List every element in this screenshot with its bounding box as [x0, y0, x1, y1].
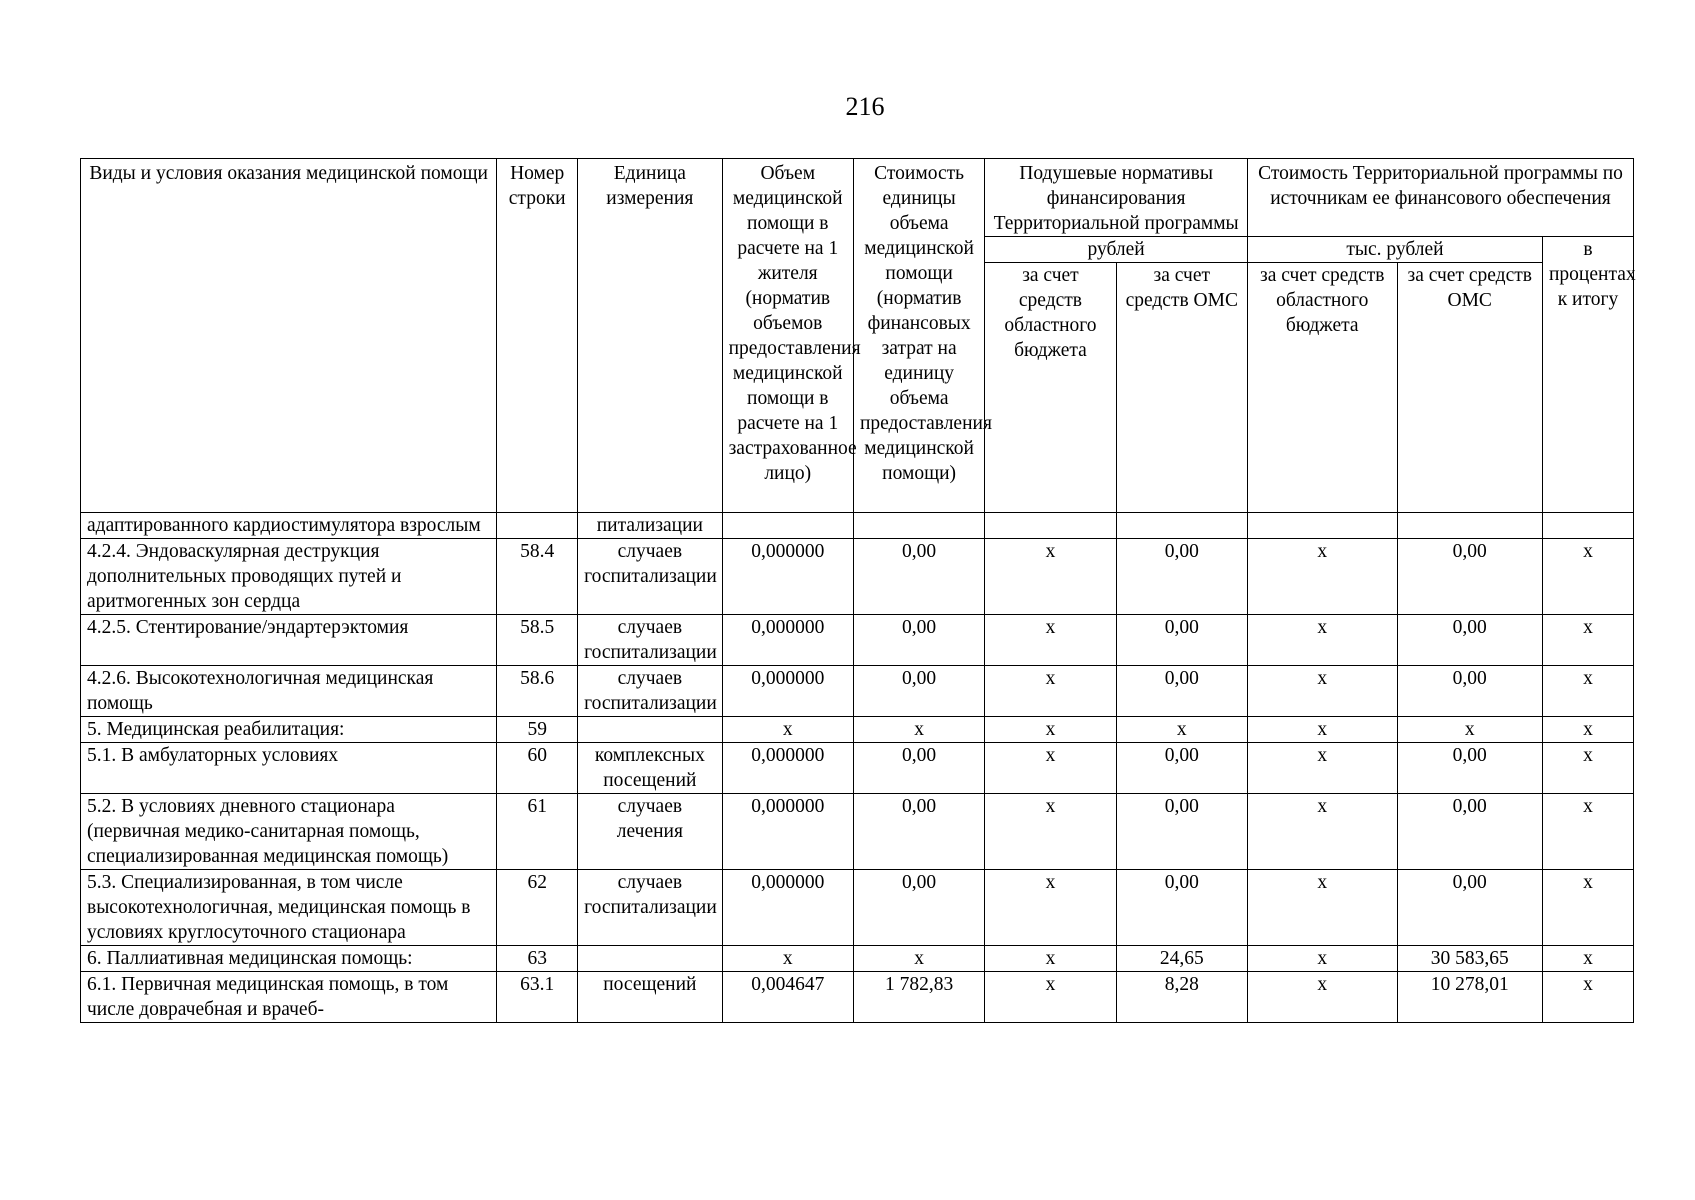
cell-volume: 0,000000 [722, 615, 853, 666]
cell-unit: посещений [578, 972, 722, 1023]
cell-cost: х [853, 717, 984, 743]
table-row [81, 615, 1634, 666]
cell-volume: 0,000000 [722, 666, 853, 717]
cell-pc-regional: х [985, 666, 1116, 717]
cell-pc-regional: х [985, 946, 1116, 972]
pc-oms-header: за счет средств ОМС [1116, 263, 1247, 513]
cell-pr-regional: х [1247, 972, 1397, 1023]
cell-percent: х [1542, 972, 1633, 1023]
table-header [81, 159, 1634, 513]
table-row [81, 666, 1634, 717]
cell-pr-oms: 30 583,65 [1397, 946, 1542, 972]
cell-percent: х [1542, 717, 1633, 743]
cell-pr-oms: 0,00 [1397, 743, 1542, 794]
cell-row-number [497, 513, 578, 539]
cell-pc-regional [985, 513, 1116, 539]
cell-cost: х [853, 946, 984, 972]
table-body [81, 513, 1634, 1023]
cell-kind: 6. Паллиативная медицинская помощь: [81, 946, 497, 972]
cell-unit: случаев госпитализации [578, 615, 722, 666]
cell-pc-regional: х [985, 972, 1116, 1023]
table-row [81, 743, 1634, 794]
cell-pr-oms: х [1397, 717, 1542, 743]
cell-cost [853, 513, 984, 539]
cell-volume: х [722, 946, 853, 972]
cell-percent: х [1542, 870, 1633, 946]
pc-regional-header: за счет средств областного бюджета [985, 263, 1116, 513]
unit-rub-header: рублей [985, 237, 1248, 263]
cell-pr-regional: х [1247, 717, 1397, 743]
cell-pr-regional: х [1247, 870, 1397, 946]
cell-pc-oms: 0,00 [1116, 539, 1247, 615]
cell-pr-oms: 0,00 [1397, 870, 1542, 946]
table-row [81, 870, 1634, 946]
cell-percent: х [1542, 539, 1633, 615]
cell-pc-oms: 0,00 [1116, 615, 1247, 666]
cell-unit: комплексных посещений [578, 743, 722, 794]
cell-cost: 0,00 [853, 743, 984, 794]
cell-kind: 5. Медицинская реабилитация: [81, 717, 497, 743]
cell-row-number: 61 [497, 794, 578, 870]
cell-unit: случаев лечения [578, 794, 722, 870]
cell-volume: 0,000000 [722, 539, 853, 615]
cell-kind: 4.2.6. Высокотехнологичная медицинская помощь [81, 666, 497, 717]
col-kind-header: Виды и условия оказания медицинской помощи [81, 159, 497, 513]
cell-pr-oms: 0,00 [1397, 615, 1542, 666]
cell-kind: 6.1. Первичная медицинская помощь, в том числе доврачебная и врачеб- [81, 972, 497, 1023]
cell-pc-oms: х [1116, 717, 1247, 743]
cell-pc-oms: 0,00 [1116, 743, 1247, 794]
cell-volume: 0,000000 [722, 794, 853, 870]
col-unit-header: Единица измерения [578, 159, 722, 513]
cell-unit: случаев госпитализации [578, 666, 722, 717]
cell-pr-regional: х [1247, 539, 1397, 615]
pr-oms-header: за счет средств ОМС [1397, 263, 1542, 513]
cell-kind: 4.2.5. Стентирование/эндартерэктомия [81, 615, 497, 666]
cell-pr-oms: 10 278,01 [1397, 972, 1542, 1023]
cell-pr-regional: х [1247, 615, 1397, 666]
cell-cost: 1 782,83 [853, 972, 984, 1023]
cell-volume: 0,000000 [722, 743, 853, 794]
cell-cost: 0,00 [853, 666, 984, 717]
cell-kind: адаптированного кардиостимулятора взрослым [81, 513, 497, 539]
col-cost-header: Стоимость единицы объема медицинской помощи (норматив финансовых затрат на единицу объема предоставления медицинской помощи) [853, 159, 984, 513]
col-volume-header: Объем медицинской помощи в расчете на 1 жителя (норматив объемов предоставления медицинской помощи в расчете на 1 застрахованное лицо) [722, 159, 853, 513]
cell-pr-oms: 0,00 [1397, 794, 1542, 870]
cell-pr-regional [1247, 513, 1397, 539]
cell-unit: случаев госпитализации [578, 539, 722, 615]
table-row [81, 539, 1634, 615]
cell-row-number: 59 [497, 717, 578, 743]
cell-row-number: 63 [497, 946, 578, 972]
cell-pc-oms [1116, 513, 1247, 539]
cell-kind: 4.2.4. Эндоваскулярная деструкция дополнительных проводящих путей и аритмогенных зон сердца [81, 539, 497, 615]
cell-unit: случаев госпитализации [578, 870, 722, 946]
cell-pr-regional: х [1247, 794, 1397, 870]
cell-volume: 0,004647 [722, 972, 853, 1023]
cell-cost: 0,00 [853, 794, 984, 870]
cell-pr-regional: х [1247, 666, 1397, 717]
cell-pc-regional: х [985, 539, 1116, 615]
cell-pr-regional: х [1247, 946, 1397, 972]
cell-kind: 5.3. Специализированная, в том числе высокотехнологичная, медицинская помощь в условиях круглосуточного стационара [81, 870, 497, 946]
unit-thous-rub-header: тыс. рублей [1247, 237, 1542, 263]
page-number: 216 [845, 92, 885, 121]
col-per-capita-header: Подушевые нормативы финансирования Территориальной программы [985, 159, 1248, 237]
pr-regional-header: за счет средств областного бюджета [1247, 263, 1397, 513]
cell-cost: 0,00 [853, 870, 984, 946]
cell-percent: х [1542, 615, 1633, 666]
cell-row-number: 60 [497, 743, 578, 794]
cell-percent: х [1542, 666, 1633, 717]
table-row [81, 717, 1634, 743]
cell-row-number: 62 [497, 870, 578, 946]
col-row-number-header: Номер строки [497, 159, 578, 513]
cell-volume [722, 513, 853, 539]
table-row [81, 513, 1634, 539]
table-row [81, 946, 1634, 972]
cell-percent: х [1542, 743, 1633, 794]
cell-pc-oms: 24,65 [1116, 946, 1247, 972]
cell-pc-regional: х [985, 870, 1116, 946]
cell-kind: 5.1. В амбулаторных условиях [81, 743, 497, 794]
cell-pc-oms: 0,00 [1116, 794, 1247, 870]
cell-pc-regional: х [985, 794, 1116, 870]
cell-row-number: 63.1 [497, 972, 578, 1023]
cell-pc-regional: х [985, 717, 1116, 743]
cell-unit [578, 946, 722, 972]
financing-table [80, 158, 1634, 1023]
cell-percent [1542, 513, 1633, 539]
cell-pr-regional: х [1247, 743, 1397, 794]
cell-pc-oms: 0,00 [1116, 666, 1247, 717]
cell-row-number: 58.5 [497, 615, 578, 666]
cell-percent: х [1542, 946, 1633, 972]
cell-cost: 0,00 [853, 539, 984, 615]
cell-volume: х [722, 717, 853, 743]
col-percent-header: в процентах к итогу [1542, 237, 1633, 513]
cell-unit: питализации [578, 513, 722, 539]
cell-volume: 0,000000 [722, 870, 853, 946]
cell-pc-oms: 8,28 [1116, 972, 1247, 1023]
cell-row-number: 58.4 [497, 539, 578, 615]
table-row [81, 972, 1634, 1023]
table-row [81, 794, 1634, 870]
cell-pc-oms: 0,00 [1116, 870, 1247, 946]
cell-percent: х [1542, 794, 1633, 870]
cell-pc-regional: х [985, 743, 1116, 794]
col-program-cost-header: Стоимость Территориальной программы по источникам ее финансового обеспечения [1247, 159, 1633, 237]
cell-row-number: 58.6 [497, 666, 578, 717]
cell-pr-oms: 0,00 [1397, 539, 1542, 615]
cell-pr-oms [1397, 513, 1542, 539]
cell-cost: 0,00 [853, 615, 984, 666]
cell-pr-oms: 0,00 [1397, 666, 1542, 717]
cell-unit [578, 717, 722, 743]
cell-pc-regional: х [985, 615, 1116, 666]
cell-kind: 5.2. В условиях дневного стационара (первичная медико-санитарная помощь, специализированная медицинская помощь) [81, 794, 497, 870]
